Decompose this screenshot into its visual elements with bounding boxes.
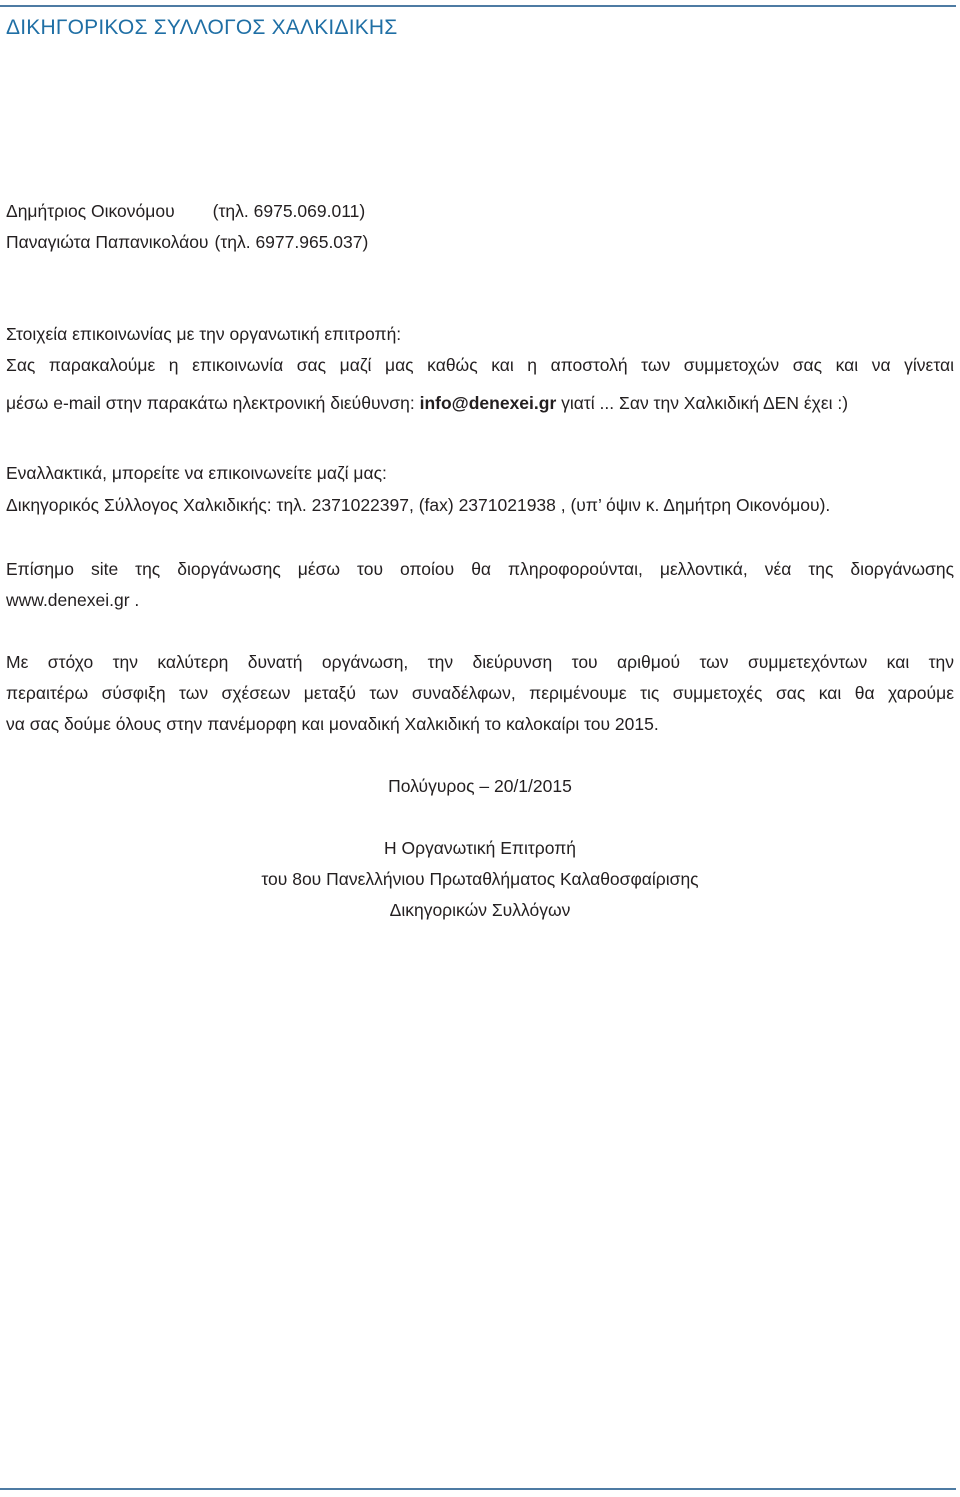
signature-line: Δικηγορικών Συλλόγων [389,900,571,920]
signature-line: του 8ου Πανελλήνιου Πρωταθλήματος Καλαθοσφαίρισης [261,869,699,889]
contact-name: Δημήτριος Οικονόμου [6,201,175,221]
official-site-url[interactable]: www.denexei.gr . [6,590,140,610]
email-link[interactable]: info@denexei.gr [419,393,557,413]
closing-paragraph-line: περαιτέρω σύσφιξη των σχέσεων μεταξύ των συναδέλφων, περιμένουμε τις συμμετοχές σας και θα χαρούμε [6,683,954,703]
official-site-line: Επίσημο site της διοργάνωσης μέσω του οποίου θα πληροφορούνται, μελλοντικά, νέα της διοργάνωσης [6,559,954,579]
closing-paragraph-line: να σας δούμε όλους στην πανέμορφη και μοναδική Χαλκιδική το καλοκαίρι του 2015. [6,714,659,734]
committee-contact-line: Σας παρακαλούμε η επικοινωνία σας μαζί μας καθώς και η αποστολή των συμμετοχών σας και να γίνεται [6,355,954,375]
contact-name: Παναγιώτα Παπανικολάου [6,232,209,252]
alternative-contact-details: Δικηγορικός Σύλλογος Χαλκιδικής: τηλ. 2371022397, (fax) 2371021938 , (υπ’ όψιν κ. Δημήτρη Οικονόμου). [6,495,831,515]
contact-row [6,231,368,253]
top-rule [0,5,956,7]
email-prefix: μέσω e-mail στην παρακάτω ηλεκτρονική διεύθυνση: [6,393,415,413]
place-date: Πολύγυρος – 20/1/2015 [388,776,572,796]
organization-title: ΔΙΚΗΓΟΡΙΚΟΣ ΣΥΛΛΟΓΟΣ ΧΑΛΚΙΔΙΚΗΣ [6,16,398,39]
closing-paragraph-line: Με στόχο την καλύτερη δυνατή οργάνωση, την διεύρυνση του αριθμού των συμμετεχόντων και την [6,652,954,672]
email-suffix: γιατί ... Σαν την Χαλκιδική ΔΕΝ έχει :) [561,393,849,413]
contact-phone: (τηλ. 6975.069.011) [212,201,366,221]
committee-contact-email-line [6,392,848,414]
committee-contact-heading: Στοιχεία επικοινωνίας με την οργανωτική επιτροπή: [6,324,402,344]
bottom-rule [0,1488,956,1490]
contact-row [6,200,365,222]
signature-line: Η Οργανωτική Επιτροπή [383,838,577,858]
contact-phone: (τηλ. 6977.965.037) [214,232,369,252]
alternative-contact-line: Εναλλακτικά, μπορείτε να επικοινωνείτε μαζί μας: [6,463,387,483]
